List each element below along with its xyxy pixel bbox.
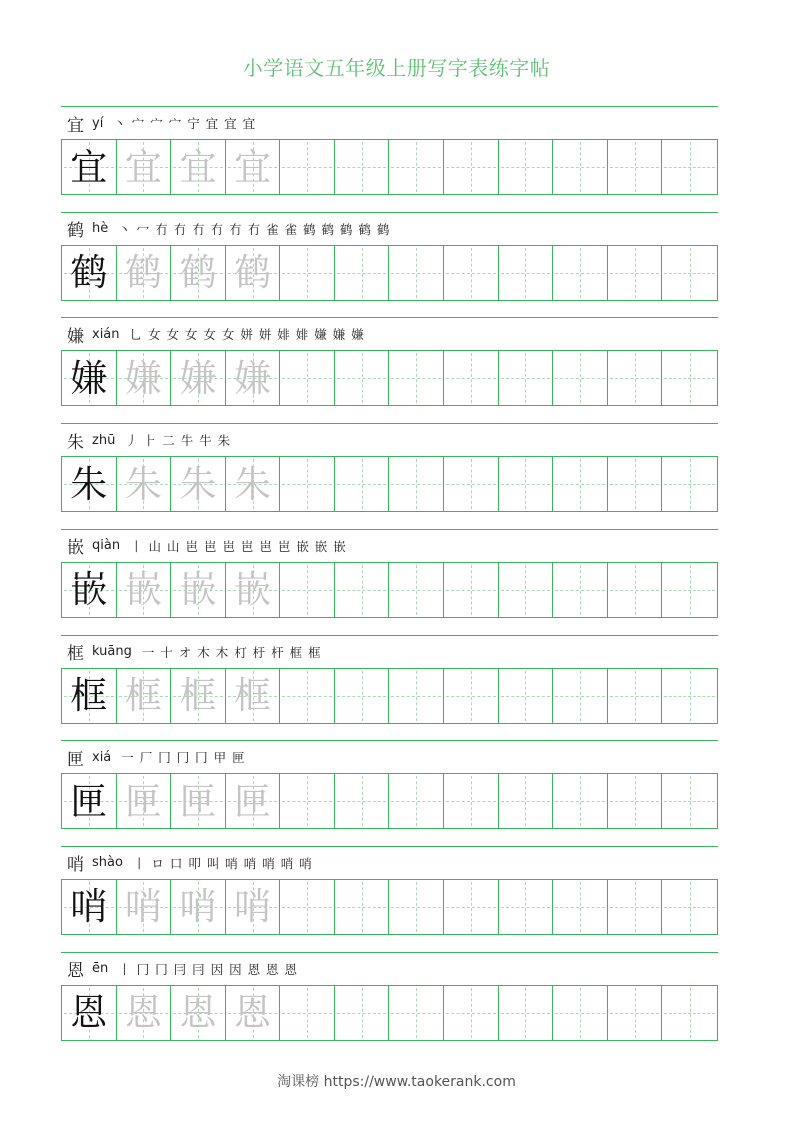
grid-cell[interactable] — [499, 457, 554, 511]
grid-cell[interactable] — [226, 457, 281, 511]
grid-cell[interactable] — [608, 880, 663, 934]
grid-cell[interactable] — [662, 457, 717, 511]
model-character: 哨 — [70, 885, 108, 929]
stroke-order: 丶 宀 宀 宀 宁 宜 宜 宜 — [113, 116, 257, 131]
writing-grid — [61, 985, 718, 1041]
header-character: 嵌 — [67, 538, 84, 559]
row-divider — [61, 106, 718, 107]
row-divider — [61, 317, 718, 318]
trace-character: 鹤 — [234, 251, 272, 295]
trace-character: 框 — [234, 674, 272, 717]
grid-cell[interactable] — [662, 351, 717, 405]
row-header — [67, 746, 246, 768]
trace-character: 恩 — [234, 991, 272, 1035]
header-character: 朱 — [67, 432, 84, 453]
grid-cell[interactable] — [444, 774, 499, 828]
grid-cell[interactable] — [62, 351, 117, 405]
grid-cell[interactable] — [662, 880, 717, 934]
trace-character: 嵌 — [234, 568, 272, 612]
pinyin: ēn — [92, 961, 109, 977]
trace-character: 恩 — [124, 991, 162, 1035]
trace-character: 匣 — [179, 779, 217, 823]
grid-cell[interactable] — [444, 986, 499, 1040]
stroke-order: 丿 ⺊ 二 牛 牛 朱 — [125, 433, 232, 449]
practice-row — [61, 212, 718, 318]
grid-cell[interactable] — [226, 246, 281, 300]
grid-cell[interactable] — [171, 351, 226, 405]
grid-cell[interactable] — [662, 563, 717, 617]
grid-cell[interactable] — [171, 246, 226, 300]
grid-cell[interactable] — [553, 880, 608, 934]
practice-row — [61, 846, 718, 952]
grid-cell[interactable] — [226, 563, 281, 617]
grid-cell[interactable] — [117, 669, 172, 723]
header-character: 匣 — [67, 749, 84, 770]
row-header — [67, 218, 390, 240]
grid-cell[interactable] — [499, 140, 554, 194]
row-header — [67, 429, 231, 451]
stroke-order: 丶 冖 冇 冇 冇 冇 冇 冇 雀 雀 鹤 鹤 鹤 鹤 鹤 — [118, 221, 391, 237]
footer-source: 淘课榜 https://www.taokerank.com — [277, 1074, 516, 1090]
row-divider — [61, 740, 718, 741]
grid-cell[interactable] — [499, 563, 554, 617]
grid-cell[interactable] — [662, 140, 717, 194]
pinyin: xiá — [92, 749, 112, 765]
pinyin: hè — [92, 221, 109, 237]
grid-cell[interactable] — [499, 774, 554, 828]
practice-row — [61, 635, 718, 741]
writing-grid — [61, 456, 718, 512]
grid-cell[interactable] — [171, 880, 226, 934]
trace-character: 哨 — [234, 885, 272, 929]
practice-row — [61, 106, 718, 212]
pinyin: qiàn — [92, 538, 121, 554]
trace-character: 宜 — [234, 145, 272, 189]
grid-cell[interactable] — [335, 351, 390, 405]
grid-cell[interactable] — [335, 880, 390, 934]
grid-cell[interactable] — [171, 140, 226, 194]
stroke-order: 丨 山 山 岜 岜 岜 岜 岜 岜 嵌 嵌 嵌 — [130, 538, 347, 554]
grid-cell[interactable] — [444, 669, 499, 723]
stroke-order: 一 十 オ 木 木 朾 杅 杆 框 框 — [141, 644, 322, 660]
grid-cell[interactable] — [499, 246, 554, 300]
pinyin: kuāng — [92, 644, 132, 659]
grid-cell[interactable] — [499, 669, 554, 723]
grid-cell[interactable] — [553, 246, 608, 300]
grid-cell[interactable] — [444, 563, 499, 617]
grid-cell[interactable] — [117, 880, 172, 934]
grid-cell[interactable] — [389, 351, 444, 405]
model-character: 嫌 — [70, 356, 108, 400]
grid-cell[interactable] — [662, 669, 717, 723]
grid-cell[interactable] — [389, 563, 444, 617]
grid-cell[interactable] — [117, 563, 172, 617]
trace-character: 嫌 — [124, 356, 162, 400]
trace-character: 朱 — [234, 462, 272, 506]
stroke-order: 丨 冂 冂 冃 冃 因 因 恩 恩 恩 — [118, 961, 299, 977]
trace-character: 鹤 — [179, 251, 217, 295]
grid-cell[interactable] — [280, 457, 335, 511]
row-divider — [61, 529, 718, 530]
grid-cell[interactable] — [662, 774, 717, 828]
writing-grid — [61, 668, 718, 724]
practice-row — [61, 740, 718, 846]
grid-cell[interactable] — [335, 986, 390, 1040]
header-character: 恩 — [67, 961, 84, 982]
model-character: 恩 — [70, 991, 108, 1035]
pinyin: shào — [92, 855, 123, 871]
grid-cell[interactable] — [662, 986, 717, 1040]
row-header — [67, 323, 365, 345]
trace-character: 朱 — [124, 462, 162, 506]
grid-cell[interactable] — [553, 140, 608, 194]
grid-cell[interactable] — [335, 669, 390, 723]
grid-cell[interactable] — [226, 880, 281, 934]
grid-cell[interactable] — [444, 457, 499, 511]
grid-cell[interactable] — [389, 986, 444, 1040]
model-character: 宜 — [70, 145, 108, 189]
model-character: 匣 — [70, 779, 108, 823]
grid-cell[interactable] — [608, 246, 663, 300]
row-divider — [61, 635, 718, 636]
grid-cell[interactable] — [62, 880, 117, 934]
pinyin: xián — [92, 326, 120, 342]
trace-character: 嵌 — [179, 568, 217, 612]
practice-row — [61, 317, 718, 423]
grid-cell[interactable] — [608, 457, 663, 511]
grid-cell[interactable] — [553, 669, 608, 723]
grid-cell[interactable] — [117, 986, 172, 1040]
grid-cell[interactable] — [62, 563, 117, 617]
grid-cell[interactable] — [335, 140, 390, 194]
grid-cell[interactable] — [171, 563, 226, 617]
grid-cell[interactable] — [389, 669, 444, 723]
pinyin: yí — [92, 115, 104, 131]
model-character: 嵌 — [70, 568, 108, 612]
grid-cell[interactable] — [280, 669, 335, 723]
grid-cell[interactable] — [280, 351, 335, 405]
row-header — [67, 535, 347, 557]
row-divider — [61, 952, 718, 953]
stroke-order: 一 厂 冂 冂 冂 甲 匣 — [121, 750, 246, 766]
grid-cell[interactable] — [499, 351, 554, 405]
grid-cell[interactable] — [280, 563, 335, 617]
grid-cell[interactable] — [499, 986, 554, 1040]
grid-cell[interactable] — [117, 774, 172, 828]
trace-character: 宜 — [179, 145, 217, 189]
grid-cell[interactable] — [62, 457, 117, 511]
practice-row — [61, 423, 718, 529]
header-character: 嫌 — [67, 326, 84, 347]
grid-cell[interactable] — [226, 669, 281, 723]
grid-cell[interactable] — [171, 986, 226, 1040]
grid-cell[interactable] — [389, 880, 444, 934]
grid-cell[interactable] — [389, 246, 444, 300]
grid-cell[interactable] — [389, 140, 444, 194]
model-character: 鹤 — [70, 251, 108, 295]
row-header — [67, 112, 256, 134]
writing-grid — [61, 562, 718, 618]
grid-cell[interactable] — [280, 774, 335, 828]
practice-row — [61, 529, 718, 635]
grid-cell[interactable] — [608, 774, 663, 828]
trace-character: 嫌 — [234, 356, 272, 400]
header-character: 宜 — [67, 115, 84, 136]
trace-character: 朱 — [179, 462, 217, 506]
trace-character: 嫌 — [179, 356, 217, 400]
row-header — [67, 958, 298, 980]
grid-cell[interactable] — [553, 563, 608, 617]
grid-cell[interactable] — [662, 246, 717, 300]
grid-cell[interactable] — [226, 986, 281, 1040]
grid-cell[interactable] — [280, 140, 335, 194]
stroke-order: 丨 ロ 口 叩 叫 哨 哨 哨 哨 哨 — [132, 855, 313, 871]
row-divider — [61, 212, 718, 213]
grid-cell[interactable] — [335, 457, 390, 511]
header-character: 哨 — [67, 855, 84, 876]
grid-cell[interactable] — [553, 457, 608, 511]
grid-cell[interactable] — [280, 246, 335, 300]
grid-cell[interactable] — [226, 774, 281, 828]
pinyin: zhū — [92, 432, 116, 448]
grid-cell[interactable] — [335, 246, 390, 300]
trace-character: 哨 — [179, 885, 217, 929]
grid-cell[interactable] — [335, 774, 390, 828]
practice-row — [61, 952, 718, 1058]
page-title: 小学语文五年级上册写字表练字帖 — [242, 56, 551, 80]
grid-cell[interactable] — [62, 140, 117, 194]
header-character: 框 — [67, 644, 84, 664]
grid-cell[interactable] — [444, 880, 499, 934]
grid-cell[interactable] — [608, 351, 663, 405]
stroke-order: 乚 女 女 女 女 女 姘 姘 婔 婔 嫌 嫌 嫌 — [129, 327, 365, 343]
grid-cell[interactable] — [62, 246, 117, 300]
grid-cell[interactable] — [444, 351, 499, 405]
grid-cell[interactable] — [117, 140, 172, 194]
grid-cell[interactable] — [171, 457, 226, 511]
grid-cell[interactable] — [117, 351, 172, 405]
grid-cell[interactable] — [608, 563, 663, 617]
trace-character: 匣 — [124, 779, 162, 823]
trace-character: 嵌 — [124, 568, 162, 612]
writing-grid — [61, 879, 718, 935]
header-character: 鹤 — [67, 221, 84, 242]
grid-cell[interactable] — [226, 140, 281, 194]
row-header — [67, 641, 322, 663]
grid-cell[interactable] — [499, 880, 554, 934]
grid-cell[interactable] — [117, 246, 172, 300]
grid-cell[interactable] — [608, 669, 663, 723]
writing-grid — [61, 350, 718, 406]
writing-grid — [61, 773, 718, 829]
grid-cell[interactable] — [444, 246, 499, 300]
grid-cell[interactable] — [389, 457, 444, 511]
row-divider — [61, 423, 718, 424]
grid-cell[interactable] — [553, 351, 608, 405]
grid-cell[interactable] — [62, 986, 117, 1040]
grid-cell[interactable] — [280, 986, 335, 1040]
grid-cell[interactable] — [553, 986, 608, 1040]
grid-cell[interactable] — [62, 774, 117, 828]
model-character: 框 — [70, 674, 108, 717]
row-divider — [61, 846, 718, 847]
grid-cell[interactable] — [553, 774, 608, 828]
grid-cell[interactable] — [171, 669, 226, 723]
grid-cell[interactable] — [226, 351, 281, 405]
grid-cell[interactable] — [171, 774, 226, 828]
grid-cell[interactable] — [444, 140, 499, 194]
trace-character: 哨 — [124, 885, 162, 929]
grid-cell[interactable] — [389, 774, 444, 828]
model-character: 朱 — [70, 462, 108, 506]
row-header — [67, 852, 313, 874]
grid-cell[interactable] — [117, 457, 172, 511]
trace-character: 宜 — [124, 145, 162, 189]
grid-cell[interactable] — [280, 880, 335, 934]
trace-character: 匣 — [234, 779, 272, 823]
writing-grid — [61, 245, 718, 301]
grid-cell[interactable] — [608, 986, 663, 1040]
trace-character: 框 — [124, 674, 162, 717]
grid-cell[interactable] — [335, 563, 390, 617]
trace-character: 恩 — [179, 991, 217, 1035]
grid-cell[interactable] — [62, 669, 117, 723]
writing-grid — [61, 139, 718, 195]
grid-cell[interactable] — [608, 140, 663, 194]
trace-character: 框 — [179, 674, 217, 717]
trace-character: 鹤 — [124, 251, 162, 295]
